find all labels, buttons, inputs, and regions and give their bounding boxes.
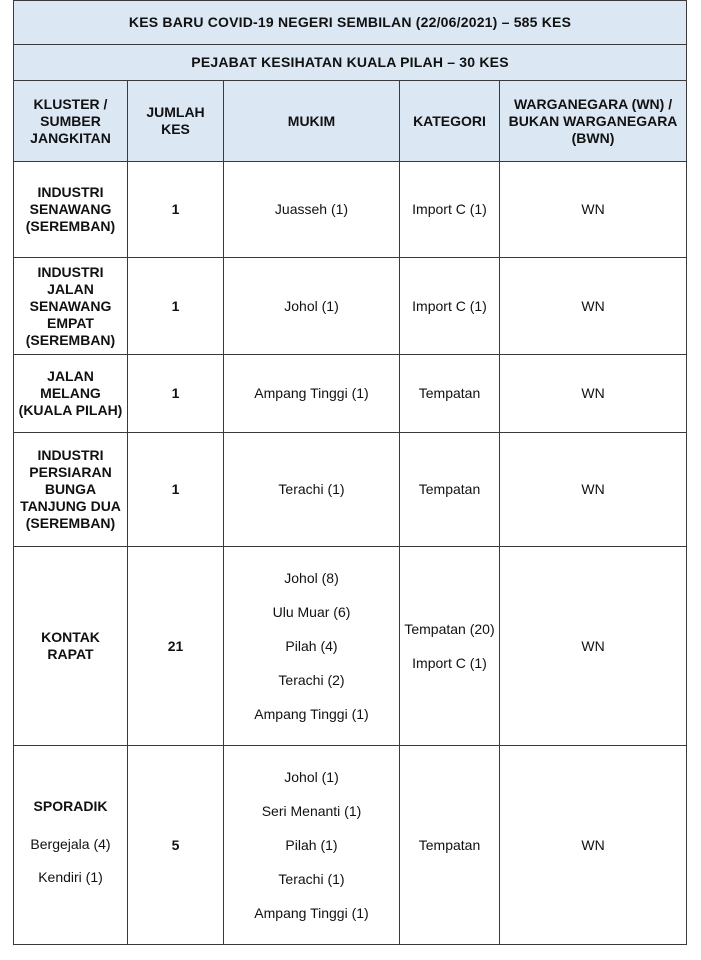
cluster-cell	[14, 746, 128, 945]
category-cell: Import C (1)	[400, 258, 500, 355]
mukim-cell: Ampang Tinggi (1)	[224, 355, 400, 433]
cluster-cell: INDUSTRI SENAWANG (SEREMBAN)	[14, 162, 128, 258]
citizenship-cell: WN	[500, 433, 687, 547]
cases-cell: 5	[128, 746, 224, 945]
cluster-cell: JALAN MELANG (KUALA PILAH)	[14, 355, 128, 433]
cluster-cell: KONTAK RAPAT	[14, 547, 128, 746]
category-entry: Import C (1)	[412, 655, 487, 671]
cluster-cell: INDUSTRI JALAN SENAWANG EMPAT (SEREMBAN)	[14, 258, 128, 355]
subtitle-row	[14, 45, 687, 81]
header-citizenship: WARGANEGARA (WN) / BUKAN WARGANEGARA (BWN)	[500, 81, 687, 162]
citizenship-cell: WN	[500, 258, 687, 355]
header-cluster: KLUSTER / SUMBER JANGKITAN	[14, 81, 128, 162]
mukim-entry: Ampang Tinggi (1)	[254, 905, 369, 921]
header-mukim: MUKIM	[224, 81, 400, 162]
report-subtitle: PEJABAT KESIHATAN KUALA PILAH – 30 KES	[14, 45, 687, 81]
mukim-cell	[224, 547, 400, 746]
cases-cell: 1	[128, 355, 224, 433]
citizenship-cell: WN	[500, 746, 687, 945]
header-cases: JUMLAH KES	[128, 81, 224, 162]
title-row	[14, 1, 687, 45]
category-cell: Tempatan	[400, 433, 500, 547]
table-row	[14, 547, 687, 746]
cluster-name: SPORADIK	[33, 798, 108, 814]
citizenship-cell: WN	[500, 547, 687, 746]
cases-cell: 21	[128, 547, 224, 746]
category-cell	[400, 547, 500, 746]
header-row	[14, 81, 687, 162]
table-row	[14, 355, 687, 433]
mukim-entry: Johol (8)	[284, 570, 339, 586]
mukim-entry: Pilah (1)	[285, 837, 338, 853]
citizenship-cell: WN	[500, 162, 687, 258]
mukim-cell	[224, 746, 400, 945]
cluster-sub-entry: Bergejala (4)	[30, 836, 111, 852]
cluster-cell: INDUSTRI PERSIARAN BUNGA TANJUNG DUA (SEREMBAN)	[14, 433, 128, 547]
table-row	[14, 258, 687, 355]
report-title: KES BARU COVID-19 NEGERI SEMBILAN (22/06/2021) – 585 KES	[14, 1, 687, 45]
cases-cell: 1	[128, 433, 224, 547]
cluster-sub-entry: Kendiri (1)	[38, 869, 103, 885]
mukim-entry: Ampang Tinggi (1)	[254, 706, 369, 722]
mukim-entry: Seri Menanti (1)	[261, 803, 362, 819]
category-cell: Import C (1)	[400, 162, 500, 258]
table-row	[14, 433, 687, 547]
cases-cell: 1	[128, 258, 224, 355]
citizenship-cell: WN	[500, 355, 687, 433]
covid-cases-table	[13, 0, 687, 945]
table-row	[14, 162, 687, 258]
category-entry: Tempatan (20)	[404, 621, 495, 637]
mukim-entry: Terachi (1)	[278, 871, 345, 887]
mukim-cell: Terachi (1)	[224, 433, 400, 547]
category-cell: Tempatan	[400, 746, 500, 945]
mukim-cell: Johol (1)	[224, 258, 400, 355]
mukim-entry: Ulu Muar (6)	[272, 604, 351, 620]
mukim-entry: Pilah (4)	[285, 638, 338, 654]
header-category: KATEGORI	[400, 81, 500, 162]
table-row	[14, 746, 687, 945]
cases-cell: 1	[128, 162, 224, 258]
mukim-entry: Terachi (2)	[278, 672, 345, 688]
mukim-entry: Johol (1)	[284, 769, 339, 785]
mukim-cell: Juasseh (1)	[224, 162, 400, 258]
category-cell: Tempatan	[400, 355, 500, 433]
case-report-frame	[13, 0, 686, 960]
